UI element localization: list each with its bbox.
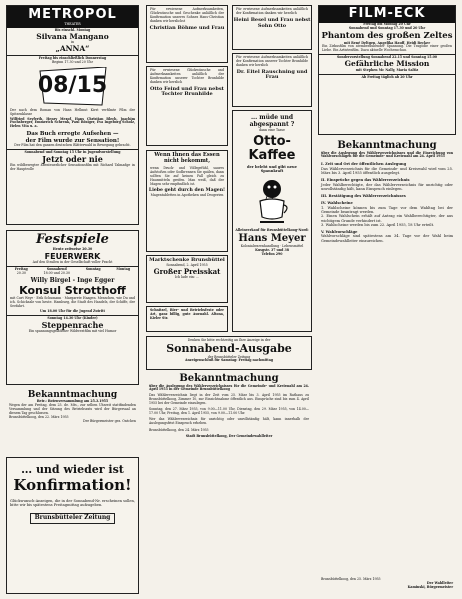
metropol-0815: 08/15: [37, 72, 108, 98]
thanks-notice-2: [146, 66, 228, 146]
bekanntmachung-mid-body: Das Wählerverzeichnis liegt in der Zeit vom 25. März bis 3. April 1955 im Rathaus zu Brunsbüttelkoog, Zimmer 10, zur Einsichtnahme öffentlich aus. Einsprüche sind bis zum 4. April 1955 bei der Gemeinde einzulegen.: [149, 393, 309, 406]
thanks-notice-3: [232, 5, 312, 50]
filmeck-ad: [318, 5, 456, 135]
festspiele-ad: [6, 230, 139, 385]
thanks-1-intro: Für erwiesene Aufmerksamkeiten, Glückwünsche und Geschenke anläßlich der Konfirmation unseres Sohnes Hans-Christian danken wir herzlichst: [150, 7, 224, 23]
bekanntmachung-right-signer-role: Der Wahlleiter: [426, 581, 453, 586]
essen-cta: Liebe geht durch den Magen!: [148, 188, 226, 194]
coffee-mascot-illustration: [252, 177, 292, 225]
filmeck-cast: mit René Deltgen, Angelika Hauff, Heidi Becker: [343, 40, 431, 45]
metropol-freitag: Freitag bis einschließlich Donnerstag: [38, 55, 107, 60]
bekanntmachung-right-heading: III. Bestätigung des Wählerverzeichnisses: [321, 194, 406, 199]
bekanntmachung-right-heading: I. Zeit und Ort der öffentlichen Auslegung: [321, 162, 407, 167]
metropol-stars: Silvana Mangano: [36, 31, 109, 41]
filmeck-cast2: mit Stephen Mc Nally, Maria Saltiz: [355, 67, 419, 72]
otto-address: Kusgstr. 37 und 38: [255, 247, 289, 252]
bekanntmachung-mid: [146, 373, 312, 594]
marktschenke-title: Marktschenke Brunsbüttel: [149, 257, 225, 263]
metropol-desc-1: Der nach dem Roman von Hans Hellmut Kirst verfilmte Film der Spitzenklasse: [10, 107, 135, 116]
marktschenke-ad: [146, 255, 228, 303]
festspiele-day-time: 20.30: [16, 270, 26, 275]
bekanntmachung-right-heading: IV. Wahlscheine: [321, 201, 353, 206]
bekanntmachung-right-heading: II. Einsprüche gegen das Wählerverzeichnis: [321, 178, 410, 183]
metropol-times: Beginn 17.30 und 20 Uhr: [51, 59, 94, 64]
metropol-film-tagline: der Film wurde zur Sensation!: [25, 137, 120, 144]
filmeck-title: FILM-ECK: [348, 6, 426, 21]
bekanntmachung-right-items: [318, 162, 456, 243]
bekanntmachung-mid-signer: Stadt Brunsbüttelkoog, Der Gemeindewahlleiter: [185, 433, 273, 438]
thanks-2-names: Otto Feind und Frau nebst Tochter Brunhilde: [150, 85, 224, 98]
wieder-title2: Konfirmation!: [13, 475, 132, 494]
bekanntmachung-mid-title: Bekanntmachung: [179, 373, 279, 384]
festspiele-sonntag-jug: Sonntag 14.30 Uhr (Kinder): [47, 315, 98, 320]
metropol-header: [7, 6, 138, 28]
filmeck-sonder: Sondervorstellung Sonnabend 22.15 und Sonntag 15.00: [336, 55, 438, 60]
thanks-4-intro: Für erwiesene Aufmerksamkeiten anläßlich der Konfirmation unserer Tochter Brunhilde danken wir herzlich: [236, 55, 308, 67]
bekanntmachung-mid-subtitle: über die Auslegung des Wählerverzeichnisses für die Gemeinde- und Kreiswahl am 24. April 1955 in der Gemeinde Brunsbüttelkoog: [149, 383, 309, 392]
metropol-book-tagline: Das Buch erregte Aufsehen —: [26, 131, 119, 138]
bekanntmachung-mid-dates: Sonntag, den 27. März 1955, von 9.00—11.00 Uhr, Dienstag, den 29. März 1955, von 14.00—17.00 Uhr, Freitag, den 1. April 1955, von 9.00—11.00 Uhr.: [149, 407, 309, 415]
bekanntmachung-mid-date: Brunsbüttelkoog, den 24. März 1955: [149, 427, 209, 432]
otto-dealer-sub: Kolonialwarenhandlung · Lebensmittel: [240, 243, 304, 248]
otto-kaffee-ad: [232, 110, 312, 332]
marktschenke-line2: Ich lade ein: ...: [174, 274, 200, 279]
wieder-title: … und wieder ist: [21, 463, 124, 476]
bekanntmachung-left-subtitle: Betr.: Botenversammlung am 25.3.1955: [36, 399, 109, 404]
metropol-title: METROPOL: [28, 7, 117, 22]
festspiele-title: FEUERWERK: [44, 251, 101, 261]
thanks-3-intro: Für erwiesene Aufmerksamkeiten anläßlich der Konfirmation danken wir herzlich: [236, 7, 308, 15]
bekanntmachung-right-date: Brunsbüttelkoog, den 25. März 1955: [321, 577, 381, 582]
metropol-jetzt-sub: Ein wildbewegter abenteuerlicher Sensationsfilm mit Richard Talmadge in der Hauptrolle: [10, 162, 135, 171]
festspiele-today: Heute zeitweise 20.30: [52, 246, 93, 251]
festspiele-child-sub: Ein spannungsgeladener Wildwestfilm mit viel Humor: [28, 329, 117, 333]
metropol-desc-2: Wilfried Seyferth, Henry Mexof, Hans Christian Blech, Joachim Fuchsberger, Emmerich Schrenk, Paul Bösiger, Eva Ingeborg Scholz, Helen Vita u. a.: [10, 116, 135, 129]
essen-title: Wenn Ihnen das Essen nicht bekommt,: [154, 152, 220, 164]
sonnabend-title: Sonnabend-Ausgabe: [166, 341, 292, 355]
schnitzel-ad: [146, 306, 228, 332]
thanks-notice-4: [232, 53, 312, 107]
otto-slogan: der belebt und gibt neue Spannkraft: [247, 164, 297, 173]
thanks-1-names: Christian Böhme und Frau: [149, 24, 225, 31]
bekanntmachung-right-text: 1. Wahlscheine können bis zum Tage vor dem Wahltag bei der Gemeinde beantragt werden.: [321, 205, 453, 214]
bekanntmachung-right-text: Das Wählerverzeichnis für die Gemeinde- und Kreiswahl wird vom 25. März bis 3. April 1955 öffentlich ausgelegt.: [321, 166, 453, 175]
bekanntmachung-left: [6, 390, 139, 453]
festspiele-child: Steppenrache: [41, 319, 104, 330]
otto-teaser: ... müde und abgespannt ?: [249, 114, 295, 128]
festspiele-desc: mit Curt Weyr · Erik Schumann · Margarete Haagen. Menschen, wie Du und ich. Schicksale von heute. Hamburg, die Stadt des Handels, der Schiffe, der Seefahrt.: [10, 296, 135, 309]
bekanntmachung-right-text: 2. Einen Wahlschein erhält auf Antrag ein Wahlberechtigter, der aus wichtigem Grunde verhindert ist.: [321, 214, 453, 223]
filmeck-times: Freitag bis Montag 20 Uhr: [363, 21, 411, 26]
metropol-heute: Bis einschl. Montag: [54, 27, 91, 32]
festspiele-film2: Konsul Strotthoff: [19, 283, 126, 297]
otto-dealer: Hans Meyer: [238, 233, 306, 245]
filmeck-headline2: Gefährliche Mission: [344, 59, 430, 69]
festspiele-subtitle: Auf den Straßen in der Gesellschaft voller Pracht: [32, 260, 113, 265]
thanks-2-intro: Für erwiesene Glückwünsche und Aufmerksamkeiten anläßlich der Konfirmation unserer Tochter Brunhilde danken wir herzlich: [150, 68, 224, 84]
bekanntmachung-left-title: Bekanntmachung: [27, 390, 118, 400]
festspiele-cast: Willy Birgel - Inge Egger: [30, 276, 115, 284]
bekanntmachung-left-body: Wegen der am Freitag, dem 25. de. Mts., zur selben Uhrzeit stattfindenden Versammlung und der Sitzung des Betriebsrats wird der Bürgersaal an diesem Tag geschlossen.: [9, 403, 136, 416]
bekanntmachung-right-footer: [318, 578, 456, 590]
bekanntmachung-right-text: 3. Wahlscheine werden bis zum 22. April 1955, 18 Uhr erteilt.: [321, 222, 435, 227]
essen-cta-sub: Magentabletten in Apotheken und Drogerien: [150, 192, 224, 197]
marktschenke-line1: Sonnabend, 2. April 1955: [166, 262, 208, 267]
filmeck-footer: Ab Freitag täglich ab 20 Uhr: [361, 74, 413, 79]
festspiele-day: Freitag: [14, 266, 28, 271]
metropol-desc-3: Der Film hat den ganzen deutschen Blätterwald in Bewegung gebracht.: [14, 142, 131, 147]
bekanntmachung-left-signer: Der Bürgermeister gez. Ontchen: [83, 418, 136, 423]
thanks-4-names: Dr. Eitel Rauschning und Frau: [236, 68, 308, 81]
wieder-logo: Brunsbütteler Zeitung: [30, 513, 116, 524]
metropol-jetzt: Jetzt oder nie: [42, 153, 103, 164]
otto-then: dann eine Tasse: [259, 127, 285, 132]
essen-body: wenn Druck- und Völlegefühl, saures Aufstoßen oder Sodbrennen Sie quälen, dann sollten Sie auf keinen Fall gleich zu Hausmitteln greifen. Man weiß, daß der Magen sehr empfindlich ist.: [150, 165, 224, 186]
festspiele-time-line: Um 18.00 Uhr für die Jugend Zutritt: [40, 309, 105, 313]
sonnabend-header: Denken Sie bitte rechtzeitig an Ihre Anzeige in der: [187, 338, 271, 342]
wieder-body: Glückwunsch-Anzeigen, die in der Sonnabend-Nr. erscheinen sollen, bitte wir bis spätestens Freitagmittag aufzugeben.: [10, 498, 135, 508]
metropol-0815-graphic: [38, 67, 108, 107]
bekanntmachung-right-subtitle: über die Auslegung des Wählerverzeichnisses und die Einreichung von Wahlvorschlägen für die Gemeinde- und Kreiswahl am 24. April 1955: [321, 150, 453, 159]
otto-brand: Otto-Kaffee: [248, 133, 296, 163]
marktschenke-headline: Großer Preisskat: [153, 266, 221, 276]
bekanntmachung-right: [318, 140, 456, 594]
bekanntmachung-right-heading: V. Wahlvorschläge: [321, 230, 358, 235]
metropol-ad: [6, 5, 139, 225]
festspiele-day: Sonntag: [85, 266, 101, 271]
festspiele-days-row: [7, 268, 138, 276]
bekanntmachung-right-text: Wahlvorschläge sind spätestens am 34. Tage vor der Wahl beim Gemeindewahlleiter einzureichen.: [321, 234, 453, 243]
filmeck-headline: Phantom des großen Zeltes: [321, 30, 453, 41]
metropol-film: „ANNA“: [55, 44, 90, 54]
festspiele-day-time: 18.00 und 20.30: [43, 270, 70, 275]
bekanntmachung-right-signer: Kaminski, Bürgermeister: [407, 585, 453, 590]
filmeck-desc: Ein Zirkusfilm von atemberaubender Spannung. Die Tragödie einer großen Liebe. Ein Artistenfilm. Dazu aktuelle Wochenschau.: [322, 44, 452, 53]
festspiele-logo: Festspiele: [36, 232, 109, 247]
thanks-notice-1: [146, 5, 228, 63]
festspiele-day: Sonnabend: [46, 266, 67, 271]
coffee-mascot-icon: [252, 177, 292, 225]
konfirmation-ad: [6, 457, 139, 594]
bekanntmachung-right-title: Bekanntmachung: [337, 140, 437, 151]
festspiele-day: Montag: [116, 266, 131, 271]
otto-tel: Telefon 290: [261, 251, 283, 256]
metropol-subtitle: THEATER: [64, 21, 81, 26]
sonnabend-deadline: Anzeigenschluß für Samstag: Freitag nachmittag: [184, 358, 274, 363]
sonnabend-sub: der Brunsbütteler Zeitung: [207, 354, 251, 359]
essen-ad: [146, 150, 228, 252]
filmeck-header: [319, 6, 455, 23]
metropol-in: in: [70, 40, 75, 45]
sonnabend-ausgabe-ad: [146, 336, 312, 370]
metropol-sonntag: Sonnabend und Sonntag 15 Uhr in Jugendvorstellung: [24, 149, 121, 154]
bekanntmachung-right-text: Jeder Wahlberechtigte, der das Wählerverzeichnis für unrichtig oder unvollständig hält, kann Einspruch einlegen.: [321, 182, 453, 191]
bekanntmachung-mid-body2: Wer das Wählerverzeichnis für unrichtig oder unvollständig hält, kann innerhalb der Auslegungsfrist Einspruch erheben.: [149, 416, 309, 425]
thanks-3-names: Heini Besel und Frau nebst Sohn Otto: [233, 16, 311, 29]
bekanntmachung-left-date: Brunsbüttelkoog, den 22. März 1955: [9, 414, 69, 419]
otto-dealer-intro: Alleinverkauf für Brunsbüttelkoog-Nord:: [235, 228, 309, 233]
filmeck-times2: Sonnabend und Sonntag 17.30 und 20 Uhr: [348, 25, 426, 30]
schnitzel-body: Schnitzel, Bier- und Betriebsfeste oder Art, ganz billig, gute Auswahl. Altona, Kieler Str.: [150, 308, 224, 320]
